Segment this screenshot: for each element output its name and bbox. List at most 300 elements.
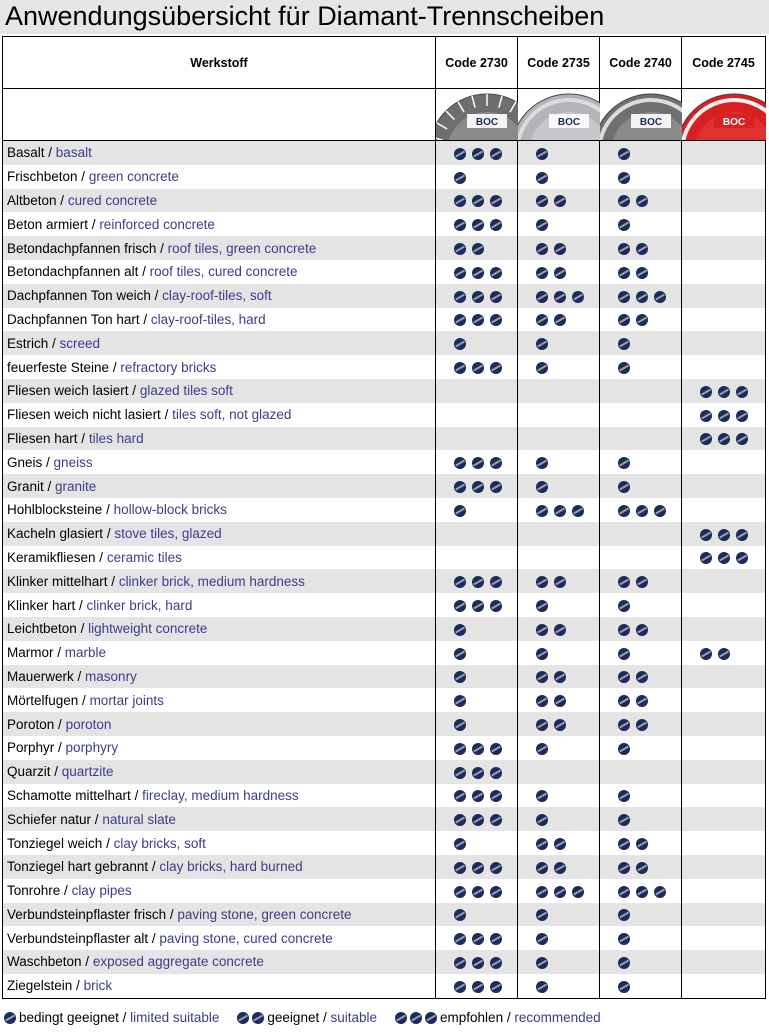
name-separator: /	[102, 502, 114, 518]
rating-dots	[454, 931, 508, 946]
rating-dots	[454, 455, 508, 470]
rating-dot-icon	[636, 671, 648, 683]
rating-cell	[518, 546, 600, 570]
rating-cell	[518, 831, 600, 855]
material-name-en: paving stone, cured concrete	[159, 930, 333, 946]
rating-dots	[454, 336, 472, 351]
material-cell	[3, 831, 436, 855]
rating-cell	[518, 141, 600, 165]
material-cell	[3, 736, 436, 760]
rating-dots	[536, 717, 572, 732]
rating-dot-icon	[636, 862, 648, 874]
rating-cell	[600, 569, 682, 593]
rating-dots	[454, 574, 508, 589]
rating-dots	[618, 217, 636, 232]
rating-cell	[682, 903, 766, 927]
rating-dot-icon	[718, 433, 730, 445]
material-name-de: Tonziegel weich	[7, 835, 103, 851]
name-separator: /	[50, 764, 62, 780]
material-cell	[3, 308, 436, 332]
name-separator: /	[72, 978, 84, 994]
rating-dot-icon	[472, 814, 484, 826]
rating-dot-icon	[472, 790, 484, 802]
rating-dots	[536, 836, 572, 851]
rating-dot-icon	[472, 481, 484, 493]
name-separator: /	[148, 859, 160, 875]
name-separator: /	[73, 668, 86, 684]
rating-dot-icon	[618, 814, 630, 826]
rating-dot-icon	[572, 886, 584, 898]
rating-dot-icon	[454, 338, 466, 350]
rating-dot-icon	[536, 243, 548, 255]
rating-dots	[454, 621, 472, 636]
material-name-en: clay-roof-tiles, soft	[162, 288, 272, 304]
rating-cell	[436, 498, 518, 522]
rating-dot-icon	[700, 433, 712, 445]
material-name-de: Klinker mittelhart	[7, 573, 108, 589]
rating-cell	[682, 450, 766, 474]
rating-cell	[682, 617, 766, 641]
rating-dot-icon	[454, 814, 466, 826]
material-name-en: refractory bricks	[120, 359, 217, 375]
rating-dot-icon	[536, 933, 548, 945]
rating-dot-icon	[490, 957, 502, 969]
rating-dot-icon	[736, 410, 748, 422]
rating-dot-icon	[654, 291, 666, 303]
rating-dot-icon	[554, 267, 566, 279]
name-separator: /	[75, 597, 87, 613]
rating-dot-icon	[618, 648, 630, 660]
material-cell	[3, 522, 436, 546]
material-cell	[3, 760, 436, 784]
rating-dots	[454, 859, 508, 874]
material-name-de: Kacheln glasiert	[7, 526, 104, 542]
rating-cell	[600, 379, 682, 403]
rating-cell	[600, 641, 682, 665]
rating-cell	[682, 879, 766, 903]
rating-dots	[4, 1010, 19, 1025]
rating-cell	[600, 546, 682, 570]
rating-dot-icon	[490, 219, 502, 231]
name-separator: /	[54, 716, 66, 732]
rating-dots	[536, 502, 590, 517]
rating-dots	[454, 169, 472, 184]
name-separator: /	[44, 145, 56, 161]
material-cell	[3, 331, 436, 355]
table-row	[3, 212, 766, 236]
rating-cell	[518, 189, 600, 213]
rating-dot-icon	[618, 862, 630, 874]
rating-cell	[518, 236, 600, 260]
rating-dots	[395, 1010, 440, 1025]
rating-cell	[600, 450, 682, 474]
disc-cell	[436, 89, 518, 141]
rating-dot-icon	[536, 957, 548, 969]
name-separator: /	[76, 621, 89, 637]
name-separator: /	[138, 264, 150, 280]
rating-cell	[518, 355, 600, 379]
material-cell	[3, 450, 436, 474]
rating-dot-icon	[736, 386, 748, 398]
rating-dots	[536, 669, 572, 684]
rating-dot-icon	[618, 600, 630, 612]
name-separator: /	[56, 192, 68, 208]
rating-dot-icon	[700, 648, 712, 660]
table-row	[3, 760, 766, 784]
rating-cell	[436, 950, 518, 974]
rating-cell	[682, 284, 766, 308]
rating-dot-icon	[636, 243, 648, 255]
rating-cell	[518, 427, 600, 451]
rating-dots	[536, 907, 554, 922]
rating-cell	[436, 546, 518, 570]
material-cell	[3, 403, 436, 427]
name-separator: /	[60, 883, 72, 899]
rating-cell	[682, 308, 766, 332]
rating-dot-icon	[454, 671, 466, 683]
rating-cell	[518, 450, 600, 474]
name-separator: /	[43, 478, 56, 494]
rating-dot-icon	[536, 505, 548, 517]
rating-dots	[536, 954, 554, 969]
rating-dot-icon	[572, 505, 584, 517]
rating-dot-icon	[454, 243, 466, 255]
material-name-de: Porphyr	[7, 740, 55, 756]
rating-dot-icon	[454, 933, 466, 945]
rating-dot-icon	[554, 243, 566, 255]
rating-cell	[600, 807, 682, 831]
rating-dots	[700, 526, 754, 541]
material-name-en: hollow-block bricks	[113, 502, 227, 518]
table-row	[3, 974, 766, 998]
rating-dots	[454, 288, 508, 303]
material-name-en: stove tiles, glazed	[114, 526, 222, 542]
rating-dot-icon	[536, 600, 548, 612]
rating-dots	[618, 883, 672, 898]
rating-cell	[682, 593, 766, 617]
rating-dot-icon	[636, 624, 648, 636]
rating-dot-icon	[536, 838, 548, 850]
material-name-en: clay pipes	[71, 883, 132, 899]
rating-dots	[454, 954, 508, 969]
table-row	[3, 879, 766, 903]
rating-dot-icon	[654, 505, 666, 517]
legend-label-en: suitable	[330, 1010, 378, 1025]
rating-cell	[436, 189, 518, 213]
rating-dots	[618, 836, 654, 851]
rating-dot-icon	[472, 767, 484, 779]
rating-cell	[600, 236, 682, 260]
diamond-disc-image	[436, 90, 518, 140]
rating-dot-icon	[636, 886, 648, 898]
rating-dot-icon	[536, 743, 548, 755]
rating-cell	[600, 617, 682, 641]
rating-cell	[600, 331, 682, 355]
material-name-en: paving stone, green concrete	[177, 906, 352, 922]
table-row	[3, 427, 766, 451]
material-cell	[3, 260, 436, 284]
rating-dot-icon	[454, 600, 466, 612]
material-name-en: ceramic tiles	[106, 549, 182, 565]
material-name-de: Tonziegel hart gebrannt	[7, 859, 149, 875]
rating-dot-icon	[454, 862, 466, 874]
name-separator: /	[88, 216, 100, 232]
rating-cell	[436, 308, 518, 332]
table-row	[3, 189, 766, 213]
rating-dot-icon	[554, 291, 566, 303]
rating-dots	[536, 621, 572, 636]
code-header: Code 2745	[682, 37, 766, 89]
code-header: Code 2730	[436, 37, 518, 89]
rating-dots	[454, 241, 490, 256]
rating-dots	[618, 812, 636, 827]
name-separator: /	[139, 311, 151, 327]
rating-cell	[682, 427, 766, 451]
material-name-en: exposed aggregate concrete	[92, 954, 264, 970]
rating-dot-icon	[472, 291, 484, 303]
table-row	[3, 474, 766, 498]
rating-dot-icon	[410, 1012, 422, 1024]
rating-dots	[454, 764, 508, 779]
material-cell	[3, 498, 436, 522]
rating-dot-icon	[736, 529, 748, 541]
rating-dots	[536, 169, 554, 184]
table-row	[3, 688, 766, 712]
rating-dots	[536, 479, 554, 494]
table-row	[3, 784, 766, 808]
rating-dots	[536, 217, 554, 232]
rating-dot-icon	[490, 600, 502, 612]
material-name-en: gneiss	[53, 454, 93, 470]
rating-dots	[454, 907, 472, 922]
rating-dot-icon	[554, 576, 566, 588]
rating-dots	[618, 193, 654, 208]
rating-cell	[682, 498, 766, 522]
material-cell	[3, 355, 436, 379]
rating-cell	[518, 736, 600, 760]
rating-dot-icon	[536, 338, 548, 350]
rating-cell	[518, 950, 600, 974]
material-name-de: Schamotte mittelhart	[7, 787, 131, 803]
rating-cell	[518, 760, 600, 784]
material-name-en: clinker brick, hard	[86, 597, 193, 613]
rating-dot-icon	[700, 386, 712, 398]
name-separator: /	[77, 430, 89, 446]
name-separator: /	[109, 359, 121, 375]
rating-cell	[436, 974, 518, 998]
rating-cell	[436, 569, 518, 593]
name-separator: /	[166, 906, 178, 922]
rating-cell	[518, 498, 600, 522]
rating-dot-icon	[252, 1012, 264, 1024]
rating-cell	[518, 855, 600, 879]
rating-dot-icon	[536, 219, 548, 231]
rating-cell	[518, 331, 600, 355]
material-cell	[3, 855, 436, 879]
table-row	[3, 950, 766, 974]
material-name-en: tiles hard	[88, 430, 144, 446]
rating-cell	[682, 474, 766, 498]
diamond-disc-image	[682, 90, 766, 140]
material-name-de: Verbundsteinpflaster alt	[7, 930, 149, 946]
material-name-en: tiles soft, not glazed	[172, 407, 292, 423]
rating-cell	[436, 688, 518, 712]
rating-cell	[682, 260, 766, 284]
name-separator: /	[77, 169, 89, 185]
rating-dot-icon	[618, 981, 630, 993]
rating-cell	[436, 284, 518, 308]
rating-dot-icon	[490, 457, 502, 469]
rating-dots	[536, 693, 572, 708]
rating-dot-icon	[472, 457, 484, 469]
rating-cell	[518, 165, 600, 189]
rating-dots	[536, 859, 572, 874]
legend-label-de: empfohlen	[440, 1010, 504, 1025]
table-row	[3, 498, 766, 522]
name-separator: /	[91, 811, 103, 827]
rating-dot-icon	[554, 314, 566, 326]
rating-dot-icon	[454, 624, 466, 636]
material-name-en: basalt	[55, 145, 92, 161]
material-name-de: Gneis	[7, 454, 43, 470]
rating-cell	[682, 212, 766, 236]
rating-dots	[700, 407, 754, 422]
rating-cell	[436, 427, 518, 451]
rating-dots	[536, 931, 554, 946]
table-row	[3, 284, 766, 308]
legend-label-en: limited suitable	[130, 1010, 220, 1025]
name-separator: /	[81, 954, 93, 970]
rating-cell	[436, 736, 518, 760]
material-name-en: porphyry	[65, 740, 119, 756]
table-row	[3, 331, 766, 355]
rating-dot-icon	[490, 981, 502, 993]
rating-dot-icon	[4, 1012, 16, 1024]
rating-cell	[682, 712, 766, 736]
rating-cell	[518, 879, 600, 903]
rating-dots	[454, 502, 472, 517]
rating-dots	[618, 169, 636, 184]
rating-dot-icon	[472, 862, 484, 874]
table-row	[3, 855, 766, 879]
material-name-de: Marmor	[7, 645, 54, 661]
rating-cell	[682, 831, 766, 855]
rating-dot-icon	[454, 838, 466, 850]
rating-dot-icon	[472, 981, 484, 993]
legend-separator: /	[503, 1010, 515, 1025]
rating-dot-icon	[454, 457, 466, 469]
table-row	[3, 403, 766, 427]
rating-dot-icon	[618, 243, 630, 255]
rating-cell	[600, 427, 682, 451]
rating-cell	[682, 165, 766, 189]
rating-dot-icon	[554, 886, 566, 898]
rating-dot-icon	[618, 838, 630, 850]
rating-dot-icon	[472, 576, 484, 588]
rating-dot-icon	[718, 386, 730, 398]
rating-cell	[436, 236, 518, 260]
disc-logo: BOC	[722, 117, 746, 128]
rating-cell	[518, 784, 600, 808]
rating-dot-icon	[490, 291, 502, 303]
rating-dot-icon	[536, 981, 548, 993]
rating-dot-icon	[454, 195, 466, 207]
material-cell	[3, 284, 436, 308]
legend-label-en: recommended	[514, 1010, 601, 1025]
rating-cell	[436, 355, 518, 379]
material-name-en: marble	[64, 645, 107, 661]
rating-dots	[536, 788, 554, 803]
material-name-en: clinker brick, medium hardness	[118, 573, 305, 589]
legend-item	[4, 1010, 219, 1025]
rating-dot-icon	[454, 291, 466, 303]
material-name-en: lightweight concrete	[88, 621, 208, 637]
material-cell	[3, 212, 436, 236]
rating-dot-icon	[554, 505, 566, 517]
rating-dot-icon	[618, 148, 630, 160]
rating-dot-icon	[536, 576, 548, 588]
material-cell	[3, 641, 436, 665]
rating-dots	[618, 645, 636, 660]
rating-cell	[600, 212, 682, 236]
rating-cell	[682, 355, 766, 379]
rating-dot-icon	[654, 886, 666, 898]
material-name-en: clay bricks, hard burned	[159, 859, 303, 875]
rating-cell	[600, 165, 682, 189]
rating-cell	[518, 641, 600, 665]
rating-cell	[682, 950, 766, 974]
rating-dots	[536, 455, 554, 470]
rating-dots	[618, 788, 636, 803]
table-row	[3, 641, 766, 665]
rating-dots	[454, 812, 508, 827]
rating-dot-icon	[536, 624, 548, 636]
header-row	[3, 37, 766, 89]
legend-separator: /	[118, 1010, 131, 1025]
rating-cell	[682, 760, 766, 784]
rating-dot-icon	[472, 195, 484, 207]
rating-cell	[682, 688, 766, 712]
rating-cell	[682, 784, 766, 808]
rating-cell	[518, 260, 600, 284]
material-cell	[3, 926, 436, 950]
rating-cell	[600, 403, 682, 427]
rating-cell	[600, 308, 682, 332]
rating-dot-icon	[454, 957, 466, 969]
rating-cell	[600, 260, 682, 284]
material-name-de: Beton armiert	[7, 216, 89, 232]
material-name-de: Basalt	[7, 145, 45, 161]
rating-cell	[436, 926, 518, 950]
table-row	[3, 546, 766, 570]
rating-dot-icon	[618, 481, 630, 493]
name-separator: /	[107, 573, 119, 589]
rating-dot-icon	[618, 505, 630, 517]
rating-cell	[682, 403, 766, 427]
table-row	[3, 450, 766, 474]
rating-cell	[600, 879, 682, 903]
material-name-en: natural slate	[102, 811, 176, 827]
rating-dots	[454, 598, 508, 613]
rating-cell	[600, 498, 682, 522]
material-header: Werkstoff	[3, 37, 436, 89]
rating-cell	[436, 903, 518, 927]
rating-dot-icon	[636, 291, 648, 303]
material-cell	[3, 879, 436, 903]
legend-label-de: bedingt geeignet	[19, 1010, 119, 1025]
rating-dot-icon	[618, 362, 630, 374]
rating-dots	[536, 360, 554, 375]
